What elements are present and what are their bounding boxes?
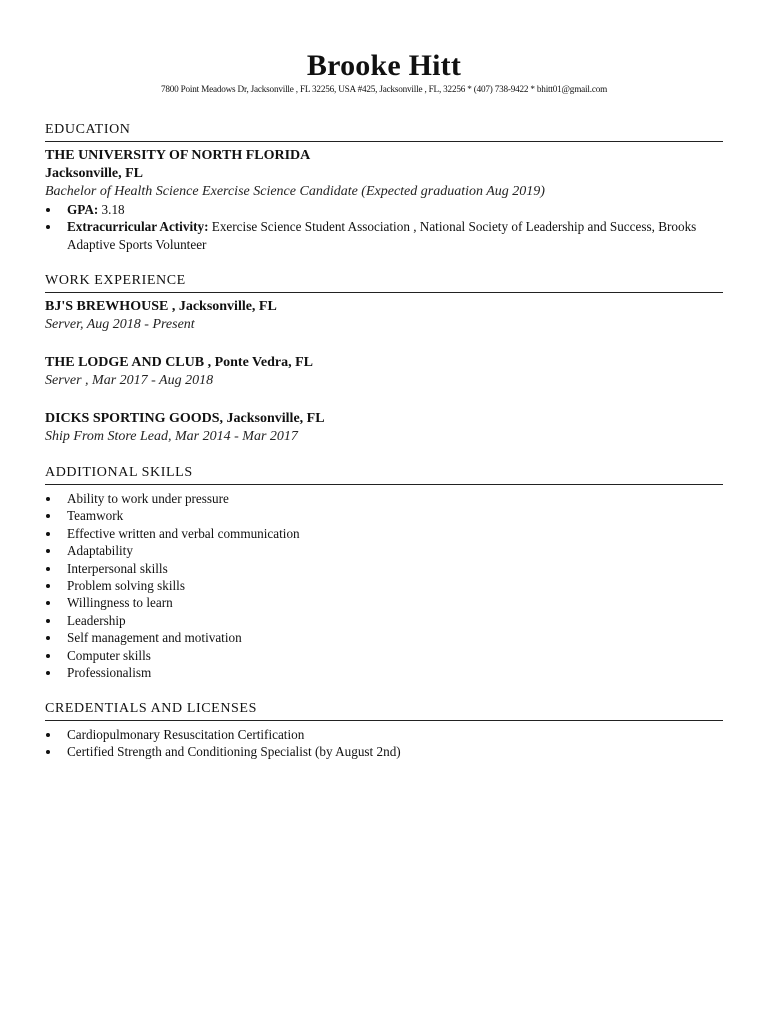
section-heading-skills: ADDITIONAL SKILLS: [45, 464, 723, 485]
activity-value: Exercise Science Student Association , National Society of Leadership and Success, Brooks Adaptive Sports Volunteer: [67, 219, 697, 252]
list-item: Certified Strength and Conditioning Specialist (by August 2nd): [45, 743, 723, 760]
education-details: [45, 201, 723, 253]
list-item: Adaptability: [45, 542, 723, 559]
skills-section: [45, 464, 723, 681]
list-item: Interpersonal skills: [45, 560, 723, 577]
credentials-list: [45, 726, 723, 761]
school-name: THE UNIVERSITY OF NORTH FLORIDA: [45, 148, 311, 163]
list-item: Willingness to learn: [45, 594, 723, 611]
skills-list: [45, 490, 723, 681]
list-item: Professionalism: [45, 664, 723, 681]
job-entry: [45, 298, 723, 334]
section-heading-work: WORK EXPERIENCE: [45, 272, 723, 293]
gpa-value: 3.18: [98, 202, 125, 217]
credentials-section: [45, 700, 723, 761]
job-role: Server , Mar 2017 - Aug 2018: [45, 373, 214, 388]
job-org: BJ'S BREWHOUSE , Jacksonville, FL: [45, 299, 277, 314]
job-org: DICKS SPORTING GOODS, Jacksonville, FL: [45, 411, 325, 426]
section-heading-education: EDUCATION: [45, 121, 723, 142]
gpa-label: GPA:: [67, 202, 99, 217]
list-item: Computer skills: [45, 647, 723, 664]
job-role: Ship From Store Lead, Mar 2014 - Mar 2017: [45, 429, 298, 444]
job-role: Server, Aug 2018 - Present: [45, 317, 195, 332]
list-item: Teamwork: [45, 507, 723, 524]
candidate-name: Brooke Hitt: [306, 49, 462, 82]
job-entry: [45, 354, 723, 390]
list-item: [45, 218, 723, 253]
list-item: Effective written and verbal communication: [45, 525, 723, 542]
list-item: Problem solving skills: [45, 577, 723, 594]
education-section: [45, 121, 723, 253]
list-item: Cardiopulmonary Resuscitation Certification: [45, 726, 723, 743]
work-experience-section: [45, 272, 723, 460]
job-org: THE LODGE AND CLUB , Ponte Vedra, FL: [45, 355, 313, 370]
list-item: [45, 201, 723, 218]
activity-label: Extracurricular Activity:: [67, 219, 209, 235]
section-heading-credentials: CREDENTIALS AND LICENSES: [45, 700, 723, 721]
list-item: Self management and motivation: [45, 629, 723, 646]
contact-line: 7800 Point Meadows Dr, Jacksonville , FL 32256, USA #425, Jacksonville , FL, 32256 * (407) 738-9422 * bhitt01@gmail.com: [160, 84, 608, 94]
degree-line: Bachelor of Health Science Exercise Science Candidate (Expected graduation Aug 2019): [45, 184, 545, 199]
job-entry: [45, 410, 723, 446]
list-item: Ability to work under pressure: [45, 490, 723, 507]
list-item: Leadership: [45, 612, 723, 629]
school-location: Jacksonville, FL: [45, 166, 144, 181]
